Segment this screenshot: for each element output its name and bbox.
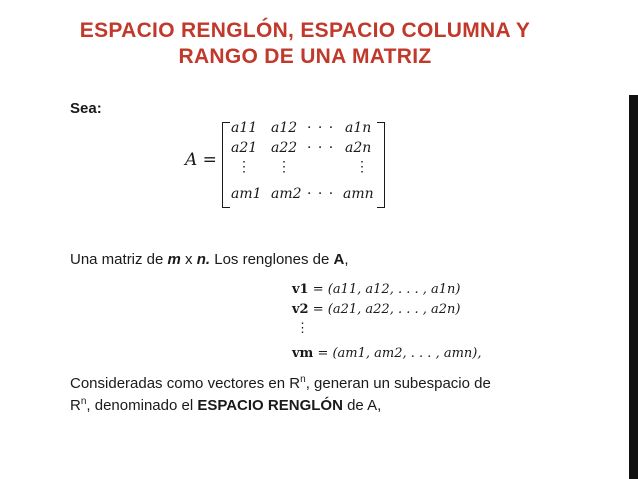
vector-row-1 xyxy=(292,282,461,297)
text-run: , denominado el xyxy=(86,397,198,414)
matrix-cell: am1 xyxy=(231,186,262,202)
text-run: Los renglones de xyxy=(210,251,334,268)
vector-label: vm xyxy=(292,346,314,361)
intro-label: Sea: xyxy=(70,100,102,117)
vector-value: = (a21, a22, . . . , a2n) xyxy=(312,302,461,317)
matrix-cell: a22 xyxy=(271,140,298,156)
paragraph-row-space xyxy=(70,373,600,417)
vector-row-m xyxy=(292,346,482,361)
matrix-left-bracket xyxy=(222,122,230,208)
matrix-cell: amn xyxy=(343,186,374,202)
text-run: x xyxy=(180,251,197,268)
matrix-vdots: ⋮ xyxy=(237,159,251,175)
text-A: A xyxy=(333,251,345,268)
vector-value: = (a11, a12, . . . , a1n) xyxy=(312,282,461,297)
matrix-cell: · · · xyxy=(307,120,335,136)
paragraph-matrix-size xyxy=(70,251,349,268)
matrix-cell: · · · xyxy=(307,186,335,202)
matrix-vdots: ⋮ xyxy=(355,159,369,175)
text-run: , xyxy=(344,251,349,268)
text-run: Una matriz de xyxy=(70,251,168,268)
matrix-cell: am2 xyxy=(271,186,302,202)
matrix-cell: a11 xyxy=(231,120,258,136)
title-line-1: ESPACIO RENGLÓN, ESPACIO COLUMNA Y xyxy=(79,19,531,42)
vector-value: = (am1, am2, . . . , amn), xyxy=(317,346,482,361)
vector-label: v1 xyxy=(292,282,309,297)
superscript-n: n xyxy=(80,396,87,407)
row-vectors xyxy=(292,282,492,368)
matrix-cell: a21 xyxy=(231,140,258,156)
matrix-cell: a12 xyxy=(271,120,298,136)
right-edge-bar xyxy=(629,95,638,479)
title-line-2: RANGO DE UNA MATRIZ xyxy=(178,45,432,68)
matrix-vdots: ⋮ xyxy=(277,159,291,175)
text-run: R xyxy=(70,397,81,414)
text-n: n. xyxy=(196,251,211,268)
term-espacio-renglon: ESPACIO RENGLÓN xyxy=(197,397,343,414)
text-run: Consideradas como vectores en R xyxy=(70,375,301,392)
vector-row-2 xyxy=(292,302,461,317)
slide-title xyxy=(40,18,570,70)
text-run: , generan un subespacio de xyxy=(305,375,491,392)
text-run: de A, xyxy=(342,397,382,414)
superscript-n: n xyxy=(300,374,306,385)
matrix-lhs: A = xyxy=(185,150,217,170)
matrix-right-bracket xyxy=(377,122,385,208)
matrix-cell: · · · xyxy=(307,140,335,156)
matrix-cell: a2n xyxy=(345,140,372,156)
matrix-cell: a1n xyxy=(345,120,372,136)
text-m: m xyxy=(167,251,181,268)
vector-vdots: ⋮ xyxy=(296,321,309,336)
vector-label: v2 xyxy=(292,302,309,317)
matrix-A xyxy=(185,120,405,208)
